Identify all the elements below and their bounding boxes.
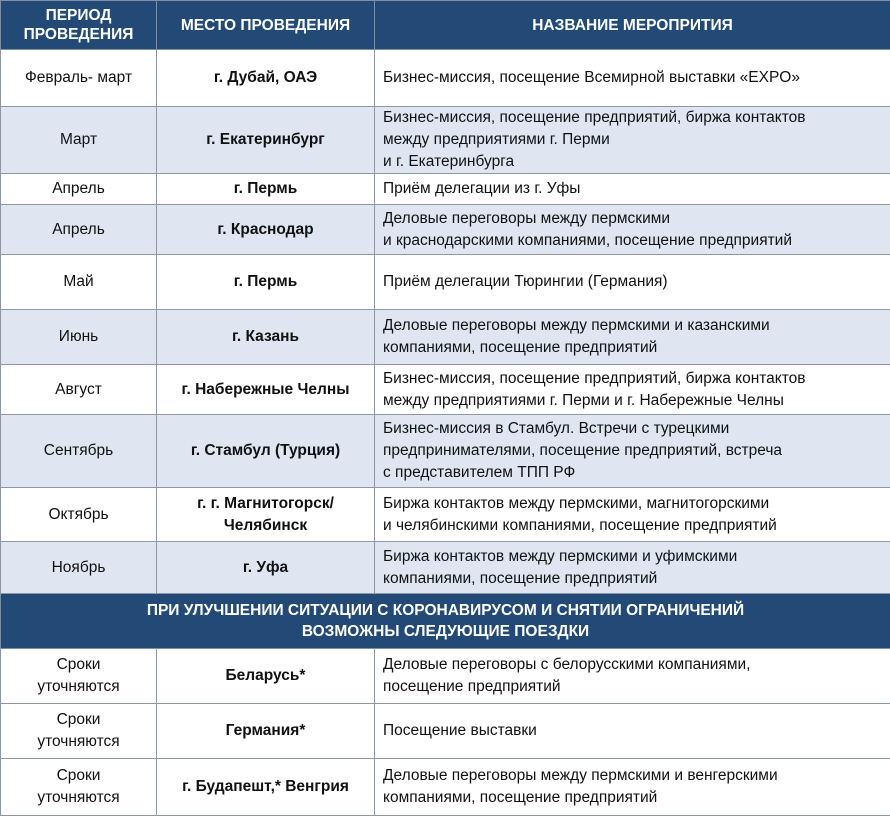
place-cell	[157, 310, 375, 365]
period-cell	[1, 205, 157, 255]
place-cell	[157, 649, 375, 704]
section-title	[1, 594, 890, 649]
table-row	[1, 542, 890, 594]
cell-line: уточняются	[37, 678, 120, 695]
cell-line: компаниями, посещение предприятий	[383, 569, 658, 587]
cell-line: Биржа контактов между пермскими и уфимскими	[383, 547, 738, 565]
cell-line: ПРИ УЛУЧШЕНИИ СИТУАЦИИ С КОРОНАВИРУСОМ И СНЯТИИ ОГРАНИЧЕНИЙ	[146, 602, 745, 619]
table-row	[1, 649, 890, 704]
cell-line: Деловые переговоры между пермскими и казанскими	[383, 317, 770, 334]
cell-line: и челябинскими компаниями, посещение предприятий	[383, 516, 777, 534]
cell-line: Сроки	[56, 767, 101, 784]
cell-line: Октябрь	[48, 505, 109, 523]
cell-line: Беларусь*	[225, 667, 306, 684]
cell-line: Бизнес-миссия, посещение предприятий, биржа контактов	[383, 369, 806, 387]
cell-line: Германия*	[225, 722, 306, 739]
event-cell	[375, 365, 890, 415]
cell-line: Июнь	[58, 328, 99, 345]
place-cell	[157, 255, 375, 310]
cell-line: ВОЗМОЖНЫ СЛЕДУЮЩИЕ ПОЕЗДКИ	[301, 623, 590, 640]
cell-line: между предприятиями г. Перми	[383, 131, 610, 148]
cell-line: Деловые переговоры между пермскими	[383, 209, 671, 227]
header-period: ПЕРИОД ПРОВЕДЕНИЯ	[1, 1, 157, 50]
cell-line: компаниями, посещение предприятий	[383, 789, 658, 806]
table-row	[1, 310, 890, 365]
place-cell	[157, 759, 375, 816]
cell-line: г. Пермь	[233, 273, 298, 290]
cell-line: Приём делегации из г. Уфы	[383, 180, 581, 197]
cell-line: г. Стамбул (Турция)	[190, 442, 341, 459]
cell-line: Посещение выставки	[383, 722, 537, 739]
cell-line: г. Екатеринбург	[206, 131, 325, 148]
event-cell	[375, 174, 890, 205]
table-row	[1, 365, 890, 415]
period-cell	[1, 488, 157, 542]
cell-line: г. Набережные Челны	[181, 380, 350, 398]
event-cell	[375, 107, 890, 174]
table-row	[1, 488, 890, 542]
cell-line: предпринимателями, посещение предприятий, встреча	[383, 442, 783, 459]
place-cell	[157, 365, 375, 415]
header-place: МЕСТО ПРОВЕДЕНИЯ	[157, 1, 375, 50]
cell-line: Приём делегации Тюрингии (Германия)	[383, 273, 668, 290]
cell-line: компаниями, посещение предприятий	[383, 339, 658, 356]
cell-line: г. Пермь	[233, 180, 298, 197]
period-cell	[1, 542, 157, 594]
table-row	[1, 205, 890, 255]
cell-line: и г. Екатеринбурга	[383, 153, 515, 170]
period-cell	[1, 704, 157, 759]
event-cell	[375, 310, 890, 365]
event-cell	[375, 255, 890, 310]
cell-line: г. Будапешт,* Венгрия	[182, 778, 349, 795]
place-cell	[157, 50, 375, 107]
cell-line: с представителем ТПП РФ	[383, 464, 576, 481]
place-cell	[157, 107, 375, 174]
cell-line: г. Уфа	[242, 558, 289, 576]
period-cell	[1, 50, 157, 107]
period-cell	[1, 415, 157, 488]
cell-line: и краснодарскими компаниями, посещение предприятий	[383, 231, 793, 249]
cell-line: посещение предприятий	[383, 678, 561, 695]
period-cell	[1, 107, 157, 174]
table-row	[1, 107, 890, 174]
table-row	[1, 704, 890, 759]
cell-line: уточняются	[37, 733, 120, 750]
cell-line: Март	[59, 131, 98, 148]
cell-line: г. Казань	[232, 328, 299, 345]
cell-line: Сроки	[56, 711, 101, 728]
period-cell	[1, 759, 157, 816]
cell-line: между предприятиями г. Перми и г. Набережные Челны	[383, 391, 784, 409]
place-cell	[157, 205, 375, 255]
cell-line: Апрель	[52, 220, 105, 238]
cell-line: Февраль- март	[24, 69, 133, 86]
header-event: НАЗВАНИЕ МЕРОПРИТИЯ	[375, 1, 890, 50]
section-header-row	[1, 594, 890, 649]
cell-line: Бизнес-миссия, посещение Всемирной выставки «EXPO»	[383, 69, 800, 86]
place-cell	[157, 415, 375, 488]
period-cell	[1, 365, 157, 415]
table-row	[1, 174, 890, 205]
cell-line: Бизнес-миссия в Стамбул. Встречи с турецкими	[383, 420, 730, 437]
cell-line: Биржа контактов между пермскими, магнитогорскими	[383, 494, 770, 512]
cell-line: г. Краснодар	[217, 220, 314, 238]
place-cell	[157, 542, 375, 594]
period-cell	[1, 255, 157, 310]
event-cell	[375, 415, 890, 488]
cell-line: Деловые переговоры с белорусскими компаниями,	[383, 656, 751, 673]
cell-line: уточняются	[37, 789, 120, 806]
event-cell	[375, 649, 890, 704]
event-cell	[375, 50, 890, 107]
cell-line: Май	[63, 273, 94, 290]
event-cell	[375, 542, 890, 594]
cell-line: г. г. Магнитогорск/	[197, 494, 334, 512]
event-cell	[375, 759, 890, 816]
cell-line: Сроки	[56, 656, 101, 673]
cell-line: Сентябрь	[43, 442, 114, 459]
cell-line: г. Дубай, ОАЭ	[213, 69, 318, 86]
cell-line: Ноябрь	[51, 558, 106, 576]
period-cell	[1, 649, 157, 704]
period-cell	[1, 310, 157, 365]
cell-line: Бизнес-миссия, посещение предприятий, биржа контактов	[383, 109, 806, 126]
event-cell	[375, 704, 890, 759]
table-row	[1, 255, 890, 310]
table-row	[1, 50, 890, 107]
header-row	[1, 1, 890, 50]
table-row	[1, 415, 890, 488]
table-row	[1, 759, 890, 816]
cell-line: Апрель	[52, 180, 105, 197]
event-cell	[375, 205, 890, 255]
cell-line: Август	[55, 380, 102, 398]
period-cell	[1, 174, 157, 205]
place-cell	[157, 488, 375, 542]
cell-line: Деловые переговоры между пермскими и венгерскими	[383, 767, 778, 784]
place-cell	[157, 174, 375, 205]
event-cell	[375, 488, 890, 542]
cell-line: Челябинск	[223, 516, 308, 534]
place-cell	[157, 704, 375, 759]
